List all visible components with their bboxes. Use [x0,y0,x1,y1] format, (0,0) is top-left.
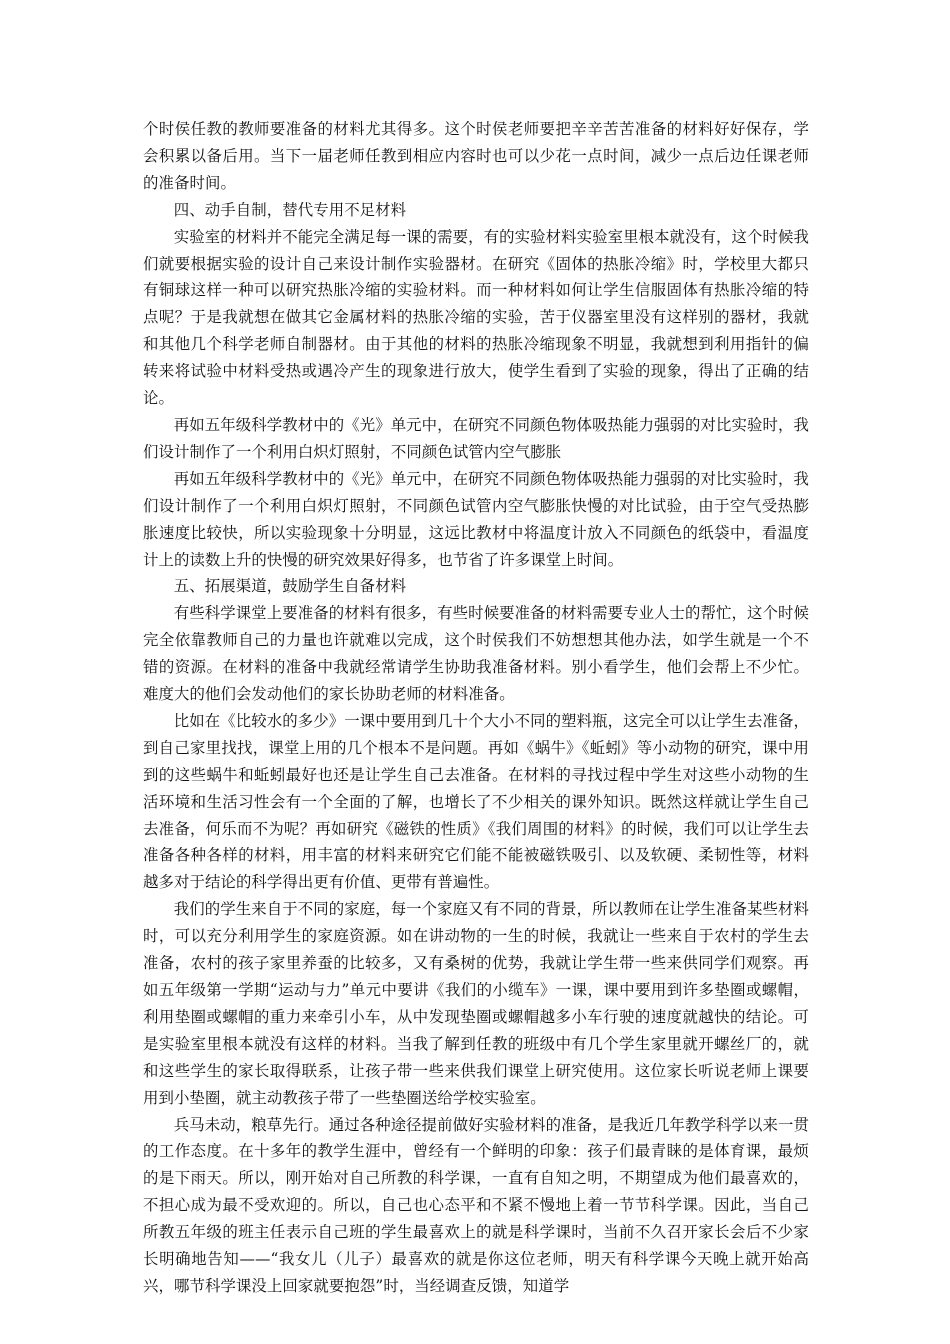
section-heading-five: 五、拓展渠道，鼓励学生自备材料 [173,577,407,596]
paragraph-student-resources: 有些科学课堂上要准备的材料有很多，有些时候要准备的材料需要专业人士的帮忙，这个时候完全依靠教师自己的力量也许就难以完成，这个时侯我们不妨想想其他办法，如学生就是一个不错的资源。在材料的准备中我就经常请学生协助我准备材料。别小看学生，他们会帮上不少忙。难度大的他们会发动他们的家长协助老师的材料准备。 [143,604,809,704]
document-body [143,116,809,1300]
paragraph-light-unit: 再如五年级科学教材中的《光》单元中，在研究不同颜色物体吸热能力强弱的对比实验时，我们设计制作了一个利用白炽灯照射，不同颜色试管内空气膨胀快慢的对比试验，由于空气受热膨胀速度比较快，所以实验现象十分明显，这远比教材中将温度计放入不同颜色的纸袋中，看温度计上的读数上升的快慢的研究效果好得多，也节省了许多课堂上时间。 [143,469,809,569]
paragraph-examples: 比如在《比较水的多少》一课中要用到几十个大小不同的塑料瓶，这完全可以让学生去准备，到自己家里找找，课堂上用的几个根本不是问题。再如《蜗牛》《蚯蚓》等小动物的研究，课中用到的这些蜗牛和蚯蚓最好也还是让学生自己去准备。在材料的寻找过程中学生对这些小动物的生活环境和生活习性会有一个全面的了解，也增长了不少相关的课外知识。既然这样就让学生自己去准备，何乐而不为呢？再如研究《磁铁的性质》《我们周围的材料》的时候，我们可以让学生去准备各种各样的材料，用丰富的材料来研究它们能不能被磁铁吸引、以及软硬、柔韧性等，材料越多对于结论的科学得出更有价值、更带有普遍性。 [143,711,809,892]
paragraph-continuation: 个时侯任教的教师要准备的材料尤其得多。这个时侯老师要把辛辛苦苦准备的材料好好保存，学会积累以备后用。当下一届老师任教到相应内容时也可以少花一点时间，减少一点后边任课老师的准备时间。 [143,120,809,192]
paragraph-light-unit-fragment: 再如五年级科学教材中的《光》单元中，在研究不同颜色物体吸热能力强弱的对比实验时，我们设计制作了一个利用白炽灯照射，不同颜色试管内空气膨胀 [143,415,809,461]
paragraph-family-resources: 我们的学生来自于不同的家庭，每一个家庭又有不同的背景，所以教师在让学生准备某些材料时，可以充分利用学生的家庭资源。如在讲动物的一生的时候，我就让一些来自于农村的学生去准备，农村的孩子家里养蚕的比较多，又有桑树的优势，我就让学生带一些来供同学们观察。再如五年级第一学期“运动与力”单元中要讲《我们的小缆车》一课，课中要用到许多垫圈或螺帽，利用垫圈或螺帽的重力来牵引小车，从中发现垫圈或螺帽越多小车行驶的速度就越快的结论。可是实验室里根本就没有这样的材料。当我了解到任教的班级中有几个学生家里就开螺丝厂的，就和这些学生的家长取得联系，让孩子带一些来供我们课堂上研究使用。这位家长听说老师上课要用到小垫圈，就主动教孩子带了一些垫圈送给学校实验室。 [143,900,809,1107]
paragraph-self-made-equipment: 实验室的材料并不能完全满足每一课的需要，有的实验材料实验室里根本就没有，这个时候我们就要根据实验的设计自己来设计制作实验器材。在研究《固体的热胀冷缩》时，学校里大都只有铜球这样一种可以研究热胀冷缩的实验材料。而一种材料如何让学生信服固体有热胀冷缩的特点呢？于是我就想在做其它金属材料的热胀冷缩的实验，苦于仪器室里没有这样别的器材，我就和其他几个科学老师自制器材。由于其他的材料的热胀冷缩现象不明显，我就想到利用指针的偏转来将试验中材料受热或遇冷产生的现象进行放大，使学生看到了实验的现象，得出了正确的结论。 [143,227,809,408]
paragraph-conclusion: 兵马未动，粮草先行。通过各种途径提前做好实验材料的准备，是我近几年教学科学以来一贯的工作态度。在十多年的教学生涯中，曾经有一个鲜明的印象：孩子们最青睐的是体育课，最烦的是下雨天。所以，刚开始对自己所教的科学课，一直有自知之明，不期望成为他们最喜欢的，不担心成为最不受欢迎的。所以，自己也心态平和不紧不慢地上着一节节科学课。因此，当自己所教五年级的班主任表示自己班的学生最喜欢上的就是科学课时，当前不久召开家长会后不少家长明确地告知——“我女儿（儿子）最喜欢的就是你这位老师，明天有科学课今天晚上就开始高兴，哪节科学课没上回家就要抱怨”时，当经调查反馈，知道学 [143,1115,809,1295]
section-heading-four: 四、动手自制，替代专用不足材料 [173,200,407,219]
